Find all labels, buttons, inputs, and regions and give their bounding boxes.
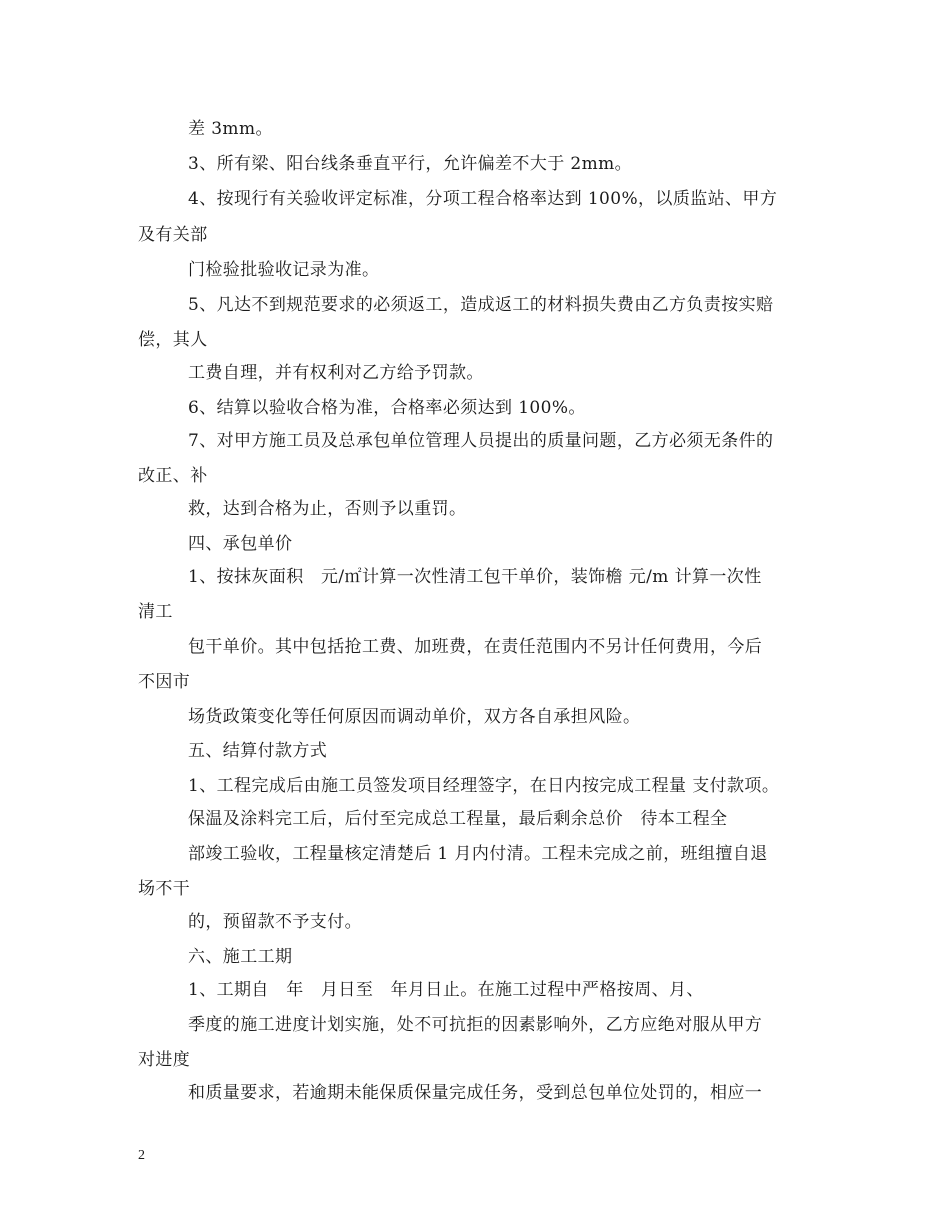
text-line: 对进度 [138, 1050, 191, 1070]
text-line: 5、凡达不到规范要求的必须返工，造成返工的材料损失费由乙方负责按实赔 [188, 295, 774, 315]
text-line: 保温及涂料完工后，后付至完成总工程量，最后剩余总价 待本工程全 [188, 809, 728, 829]
section-heading: 五、结算付款方式 [188, 741, 328, 761]
text-line: 偿，其人 [138, 330, 208, 350]
text-line: 3、所有梁、阳台线条垂直平行，允许偏差不大于 2mm。 [188, 154, 633, 174]
page-number: 2 [138, 1148, 145, 1163]
text-line: 包干单价。其中包括抢工费、加班费，在责任范围内不另计任何费用，今后 [188, 637, 763, 657]
text-line: 工费自理，并有权利对乙方给予罚款。 [188, 363, 484, 383]
text-line: 场不干 [138, 879, 191, 899]
text-line: 清工 [138, 602, 173, 622]
text-line: 1、工程完成后由施工员签发项目经理签字，在日内按完成工程量 支付款项。 [188, 776, 780, 796]
text-line: 和质量要求，若逾期未能保质保量完成任务，受到总包单位处罚的，相应一 [188, 1083, 763, 1103]
text-line: 1、按抹灰面积 元/㎡计算一次性清工包干单价，装饰檐 元/m 计算一次性 [188, 567, 762, 587]
text-line: 1、工期自 年 月日至 年月日止。在施工过程中严格按周、月、 [188, 980, 704, 1000]
text-line: 及有关部 [138, 225, 208, 245]
text-line: 不因市 [138, 672, 191, 692]
text-line: 4、按现行有关验收评定标准，分项工程合格率达到 100%，以质监站、甲方 [188, 189, 778, 209]
text-line: 场货政策变化等任何原因而调动单价，双方各自承担风险。 [188, 707, 641, 727]
text-line: 救，达到合格为止，否则予以重罚。 [188, 499, 467, 519]
text-line: 7、对甲方施工员及总承包单位管理人员提出的质量问题，乙方必须无条件的 [188, 431, 774, 451]
text-line: 6、结算以验收合格为准，合格率必须达到 100%。 [188, 398, 586, 418]
text-line: 差 3mm。 [188, 119, 273, 139]
text-line: 门检验批验收记录为准。 [188, 260, 380, 280]
section-heading: 四、承包单价 [188, 534, 293, 554]
text-line: 季度的施工进度计划实施，处不可抗拒的因素影响外，乙方应绝对服从甲方 [188, 1015, 763, 1035]
text-line: 部竣工验收，工程量核定清楚后 1 月内付清。工程未完成之前，班组擅自退 [188, 844, 768, 864]
section-heading: 六、施工工期 [188, 947, 293, 967]
text-line: 改正、补 [138, 466, 208, 486]
text-line: 的，预留款不予支付。 [188, 912, 362, 932]
